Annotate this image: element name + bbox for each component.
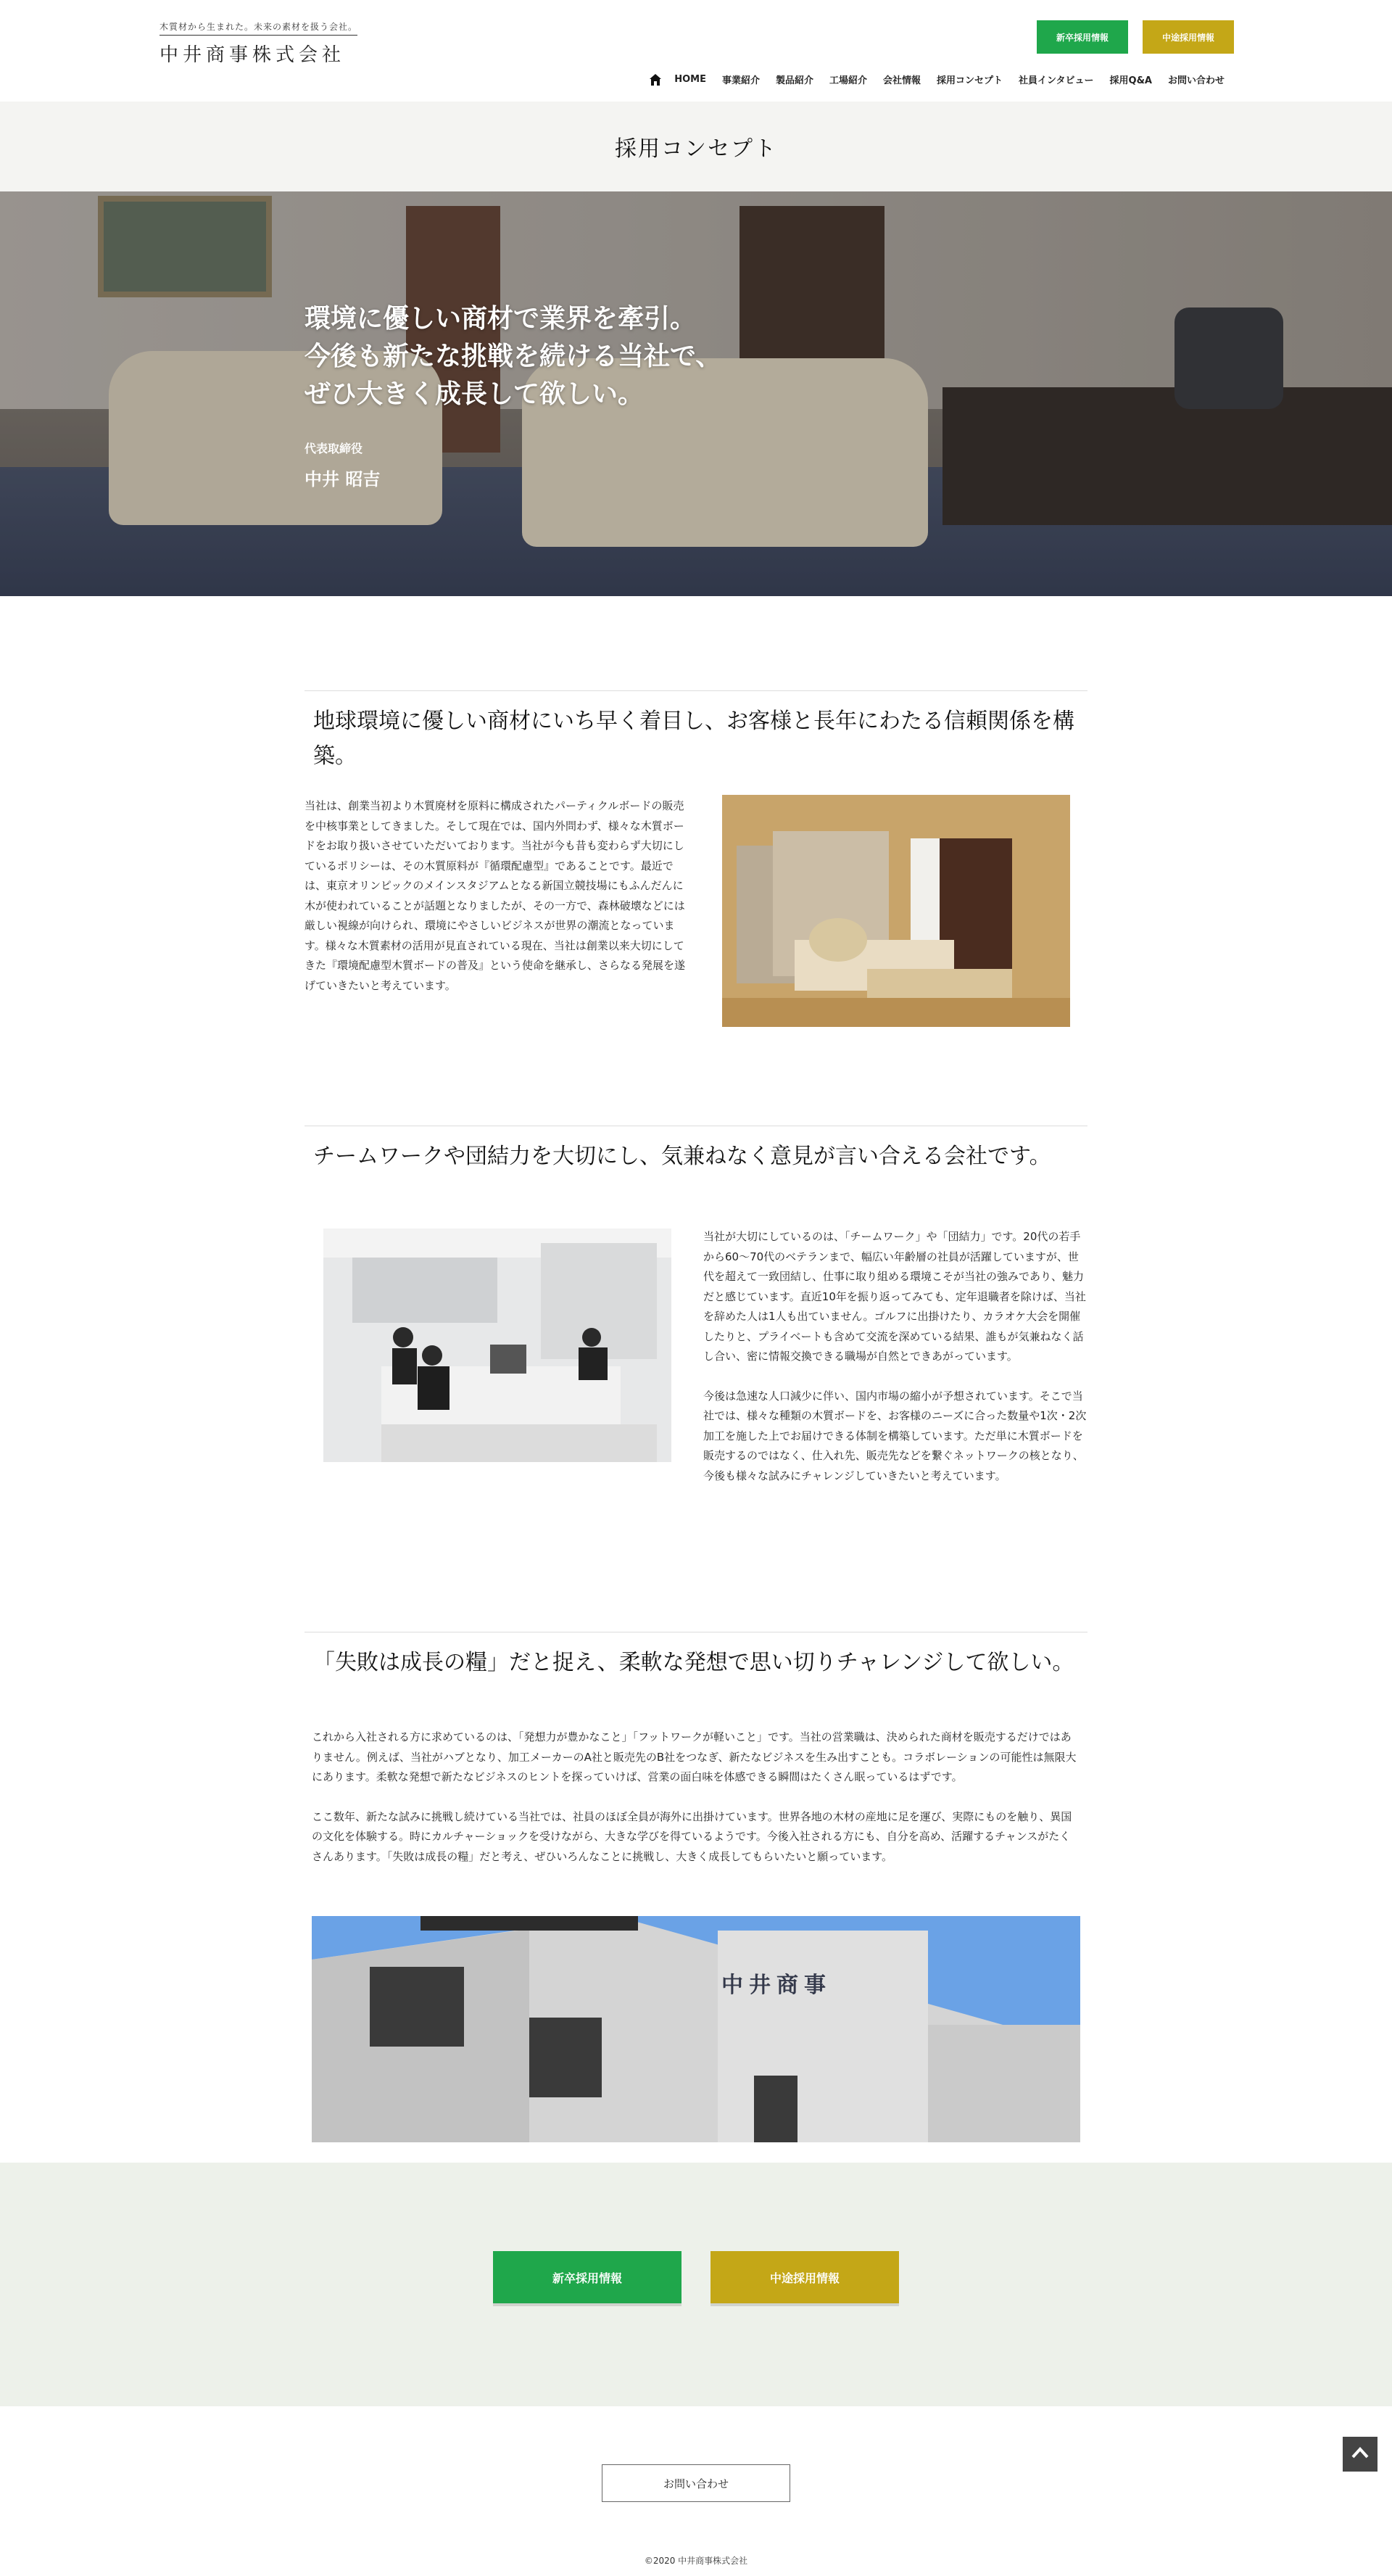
scroll-to-top-button[interactable] xyxy=(1343,2437,1378,2472)
section-title: 「失敗は成長の糧」だと捉え、柔軟な発想で思い切りチャレンジして欲しい。 xyxy=(313,1650,1074,1675)
hero-image xyxy=(0,191,1392,596)
cta-new-grad-button[interactable]: 新卒採用情報 xyxy=(493,2251,682,2303)
wood-boards-photo xyxy=(722,795,1070,1027)
section-body xyxy=(312,1727,1080,1867)
nav-company[interactable]: 会社情報 xyxy=(883,75,921,86)
recruit-cta-band xyxy=(0,2163,1392,2406)
cta-mid-career-button[interactable]: 中途採用情報 xyxy=(710,2251,899,2303)
section-paragraph: 当社が大切にしているのは、「チームワーク」や「団結力」です。20代の若手から60～70代のベテランまで、幅広い年齢層の社員が活躍していますが、世代を超えて一致団結し、仕事に取り組める環境こそが当社の強みであり、魅力だと感じています。直近10年を振り返ってみても、定年退職者を除けば、当社を辞めた人は1人も出ていません。ゴルフに出掛けたり、カラオケ大会を開催したりと、プライベートも含めて交流を深めている結果、誰もが気兼ねなく話し合い、密に情報交換できる職場が自然とできあがっています。 xyxy=(703,1230,1086,1363)
section-paragraph: これから入社される方に求めているのは、「発想力が豊かなこと」「フットワークが軽いこと」です。当社の営業職は、決められた商材を販売するだけではありません。例えば、当社がハブとなり、加工メーカーのA社と販売先のB社をつなぎ、新たなビジネスを生み出すことも。コラボレーションの可能性は無限大にあります。柔軟な発想で新たなビジネスのヒントを探っていけば、営業の面白味を体感できる瞬間はたくさん眠っているはずです。 xyxy=(312,1730,1077,1783)
header-mid-career-button[interactable]: 中途採用情報 xyxy=(1143,20,1234,54)
hero-message xyxy=(304,300,721,490)
logo-tagline: 木質材から生まれた。未来の素材を扱う会社。 xyxy=(160,20,357,36)
header-new-grad-button[interactable]: 新卒採用情報 xyxy=(1037,20,1128,54)
nav-contact[interactable]: お問い合わせ xyxy=(1167,75,1225,86)
hero-role: 代表取締役 xyxy=(304,442,363,455)
office-photo xyxy=(323,1229,671,1462)
global-nav xyxy=(649,73,1232,86)
building-sign: 中井商事 xyxy=(721,1973,832,1998)
page-title: 採用コンセプト xyxy=(615,136,777,162)
site-logo[interactable] xyxy=(160,20,357,67)
nav-interview[interactable]: 社員インタビュー xyxy=(1019,75,1094,86)
concept-section-3 xyxy=(304,1632,1088,2168)
nav-business[interactable]: 事業紹介 xyxy=(721,75,760,86)
footer-contact-button[interactable]: お問い合わせ xyxy=(602,2464,790,2502)
copyright: ©2020 中井商事株式会社 xyxy=(644,2556,748,2566)
nav-recruit-concept[interactable]: 採用コンセプト xyxy=(937,75,1003,86)
site-header xyxy=(0,0,1392,102)
concept-section-2 xyxy=(304,1126,1088,1561)
hero-name: 中井 昭吉 xyxy=(304,469,381,490)
nav-products[interactable]: 製品紹介 xyxy=(775,75,813,86)
hero-line: ぜひ大きく成長して欲しい。 xyxy=(304,379,645,409)
nav-recruit-qa[interactable]: 採用Q&A xyxy=(1109,75,1152,86)
section-body xyxy=(703,1227,1088,1486)
section-title: 地球環境に優しい商材にいち早く着目し、お客様と長年にわたる信頼関係を構築。 xyxy=(313,709,1074,769)
page-title-band xyxy=(0,102,1392,191)
logo-company-name: 中井商事株式会社 xyxy=(160,44,346,66)
concept-section-1 xyxy=(304,690,1088,1039)
section-title: チームワークや団結力を大切にし、気兼ねなく意見が言い合える会社です。 xyxy=(313,1144,1051,1169)
section-paragraph: 今後は急速な人口減少に伴い、国内市場の縮小が予想されています。そこで当社では、様々な種類の木質ボードを、お客様のニーズに合った数量や1次・2次加工を施した上でお届けできる体制を構築しています。ただ単に木質ボードを販売するのではなく、仕入れ先、販売先などを繋ぐネットワークの核となり、今後も様々な試みにチャレンジしていきたいと考えています。 xyxy=(703,1389,1087,1482)
chevron-up-icon xyxy=(1351,2445,1370,2463)
building-photo xyxy=(312,1916,1080,2142)
section-body: 当社は、創業当初より木質廃材を原料に構成されたパーティクルボードの販売を中核事業としてきました。そして現在では、国内外問わず、様々な木質ボードをお取り扱いさせていただいております。当社が今も昔も変わらず大切にしているポリシーは、その木質原料が『循環配慮型』であることです。最近では、東京オリンピックのメインスタジアムとなる新国立競技場にもふんだんに木が使われていることが話題となりましたが、その一方で、森林破壊などには厳しい視線が向けられ、環境にやさしいビジネスが世界の潮流となっています。様々な木質素材の活用が見直されている現在、当社は創業以来大切にしてきた『環境配慮型木質ボードの普及』という使命を継承し、さらなる発展を遂げていきたいと考えています。 xyxy=(304,799,686,992)
nav-factory[interactable]: 工場紹介 xyxy=(829,75,868,86)
home-icon[interactable] xyxy=(649,73,662,86)
hero-line: 環境に優しい商材で業界を牽引。 xyxy=(304,304,697,334)
section-paragraph: ここ数年、新たな試みに挑戦し続けている当社では、社員のほぼ全員が海外に出掛けています。世界各地の木材の産地に足を運び、実際にものを触り、異国の文化を体験する。時にカルチャーショックを受けながら、大きな学びを得ているようです。今後入社される方にも、自分を高め、活躍するチャンスがたくさんあります。「失敗は成長の糧」だと考え、ぜひいろんなことに挑戦し、大きく成長してもらいたいと願っています。 xyxy=(312,1809,1072,1863)
hero-line: 今後も新たな挑戦を続ける当社で、 xyxy=(304,342,722,371)
nav-home[interactable]: HOME xyxy=(674,74,706,85)
